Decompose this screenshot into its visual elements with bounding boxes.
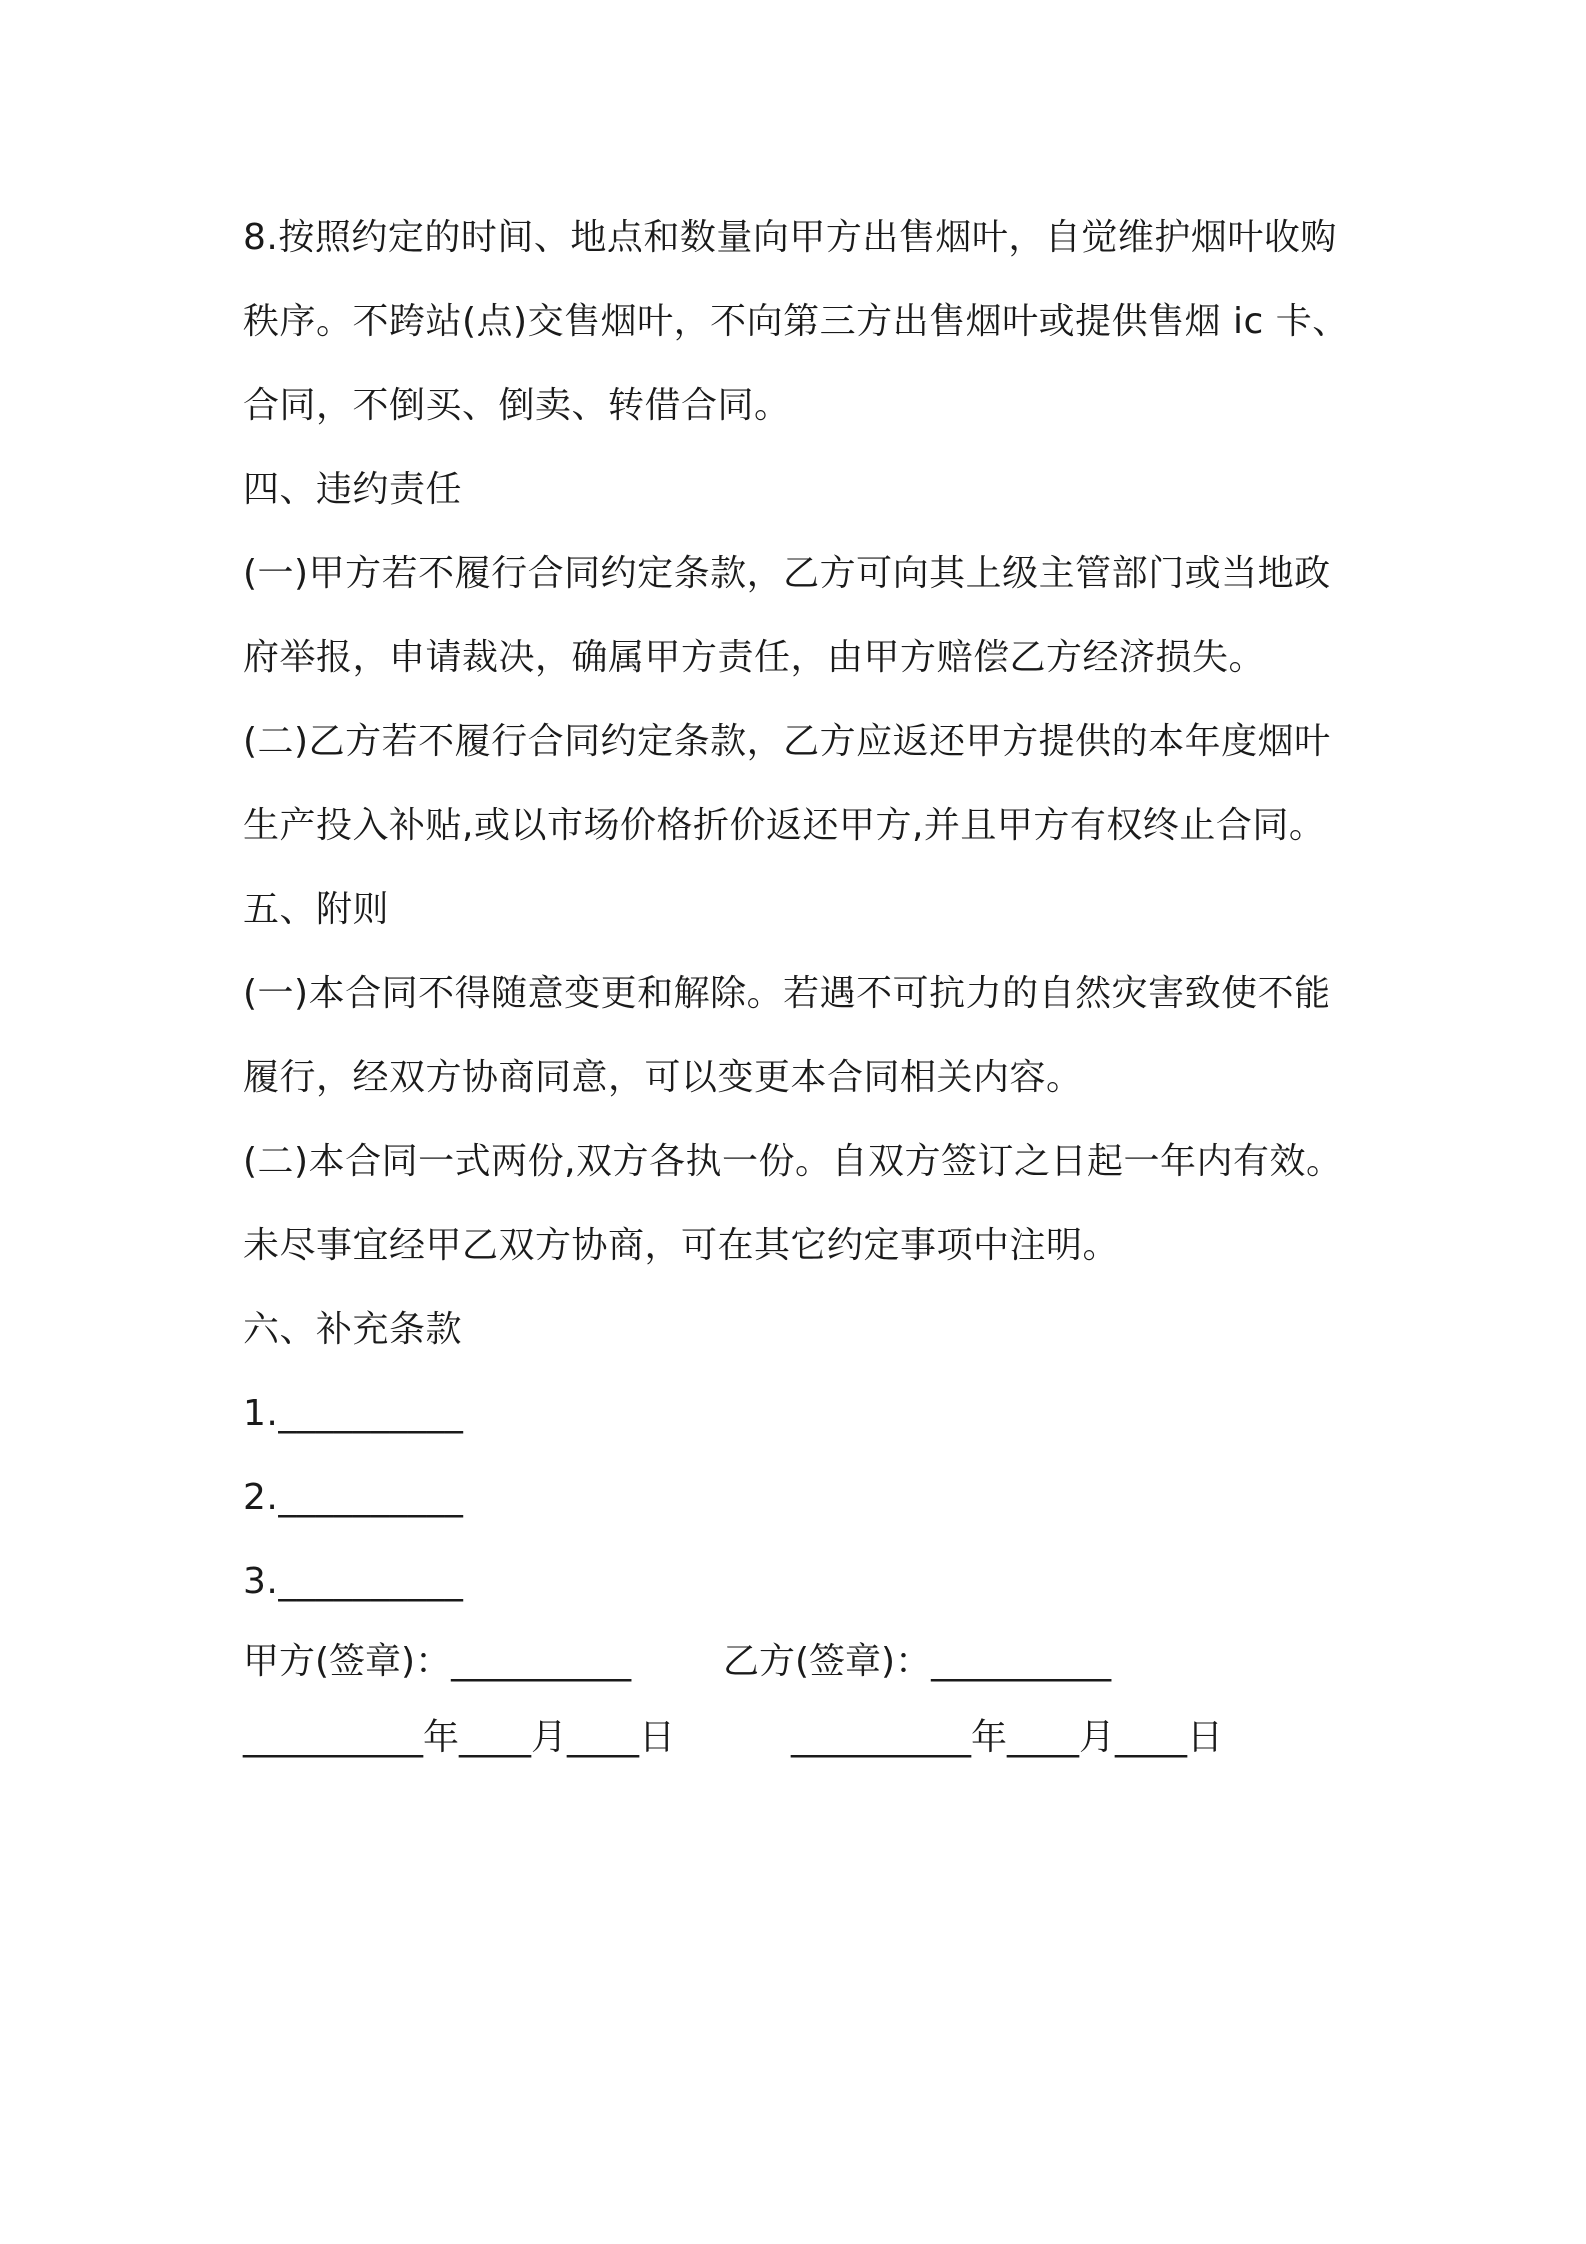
signature-row xyxy=(243,1624,1363,1700)
section-heading-general: 五、附则 xyxy=(243,889,390,930)
date-row xyxy=(243,1700,1363,1776)
paragraph-line: 生产投入补贴,或以市场价格折价返还甲方,并且甲方有权终止合同。 xyxy=(243,805,1326,846)
section-heading-breach: 四、违约责任 xyxy=(243,469,463,510)
party-b-signature: 乙方(签章)：__________ xyxy=(723,1641,1112,1682)
party-a-signature: 甲方(签章)：__________ xyxy=(243,1641,632,1682)
party-b-date: __________年____月____日 xyxy=(791,1717,1223,1758)
supplementary-item-2: 2.__________ xyxy=(243,1477,464,1518)
paragraph-line: (二)乙方若不履行合同约定条款，乙方应返还甲方提供的本年度烟叶 xyxy=(243,721,1331,762)
paragraph-line: (一)甲方若不履行合同约定条款，乙方可向其上级主管部门或当地政 xyxy=(243,553,1331,594)
paragraph-line: 未尽事宜经甲乙双方协商，可在其它约定事项中注明。 xyxy=(243,1225,1120,1266)
party-a-date: __________年____月____日 xyxy=(243,1717,675,1758)
section-heading-supplementary: 六、补充条款 xyxy=(243,1309,463,1350)
paragraph-line: 秩序。不跨站(点)交售烟叶，不向第三方出售烟叶或提供售烟 ic 卡、 xyxy=(243,301,1349,342)
paragraph-line: 合同，不倒买、倒卖、转借合同。 xyxy=(243,385,791,426)
supplementary-item-1: 1.__________ xyxy=(243,1393,464,1434)
supplementary-item-3: 3.__________ xyxy=(243,1561,464,1602)
paragraph-line: 履行，经双方协商同意，可以变更本合同相关内容。 xyxy=(243,1057,1083,1098)
document-body xyxy=(243,196,1363,1776)
paragraph-line: 府举报，申请裁决，确属甲方责任，由甲方赔偿乙方经济损失。 xyxy=(243,637,1266,678)
paragraph-line: 8.按照约定的时间、地点和数量向甲方出售烟叶，自觉维护烟叶收购 xyxy=(243,217,1337,258)
paragraph-line: (一)本合同不得随意变更和解除。若遇不可抗力的自然灾害致使不能 xyxy=(243,973,1331,1014)
paragraph-line: (二)本合同一式两份,双方各执一份。自双方签订之日起一年内有效。 xyxy=(243,1141,1343,1182)
